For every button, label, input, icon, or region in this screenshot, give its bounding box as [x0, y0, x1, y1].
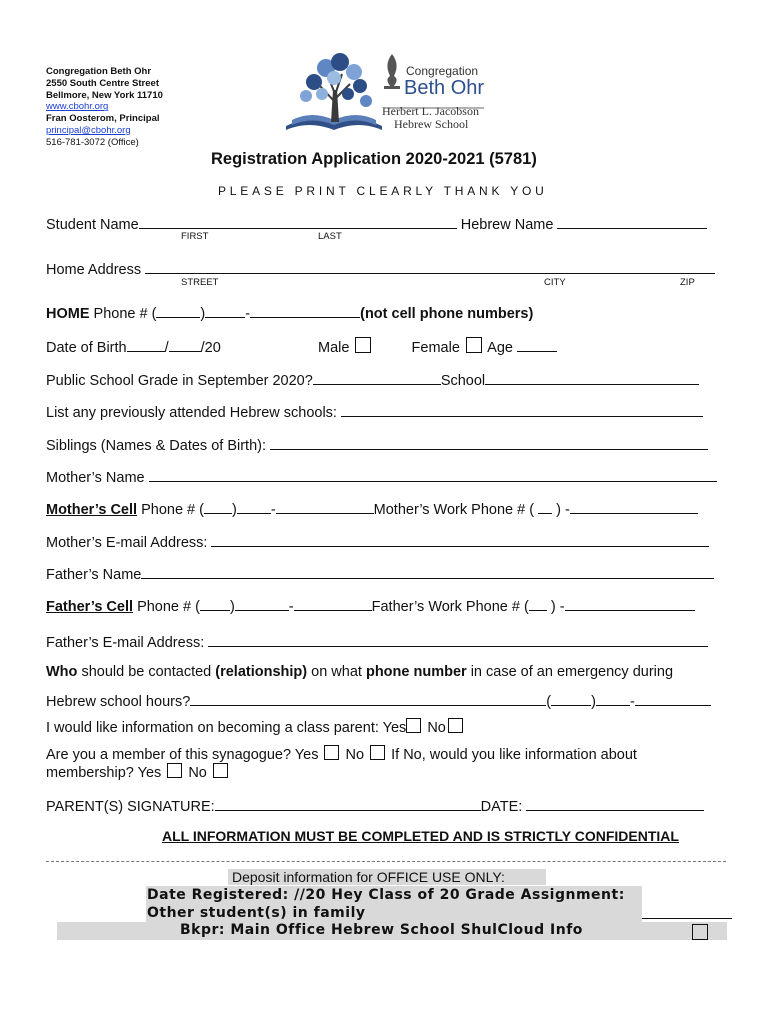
emergency-text-1: should be contacted — [81, 664, 212, 680]
membership-yes-label: membership? Yes — [46, 765, 162, 781]
mothers-cell-row: Mother’s Cell Phone # ( ) - Mother’s Work Phone # ( ) - — [46, 499, 698, 518]
home-address-input[interactable] — [145, 259, 715, 274]
dob-month-input[interactable] — [127, 337, 165, 352]
signature-row — [46, 796, 704, 815]
logo-congregation: Congregation — [406, 64, 479, 78]
prev-schools-row — [46, 402, 703, 421]
emergency-contact-input[interactable] — [190, 691, 546, 706]
class-parent-no-label: No — [427, 720, 446, 736]
office-line-3: Bkpr: Main Office Hebrew School ShulCloud Info — [180, 922, 583, 938]
home-area-code-input[interactable] — [156, 303, 200, 318]
member-question-label: Are you a member of this synagogue? Yes — [46, 747, 319, 763]
fathers-cell-row: Father’s Cell Phone # ( ) - Father’s Work Phone # ( ) - — [46, 596, 695, 615]
logo-hebrew-school: Hebrew School — [394, 117, 469, 131]
class-parent-yes-checkbox[interactable] — [406, 718, 421, 733]
prev-schools-input[interactable] — [341, 402, 703, 417]
member-yes-checkbox[interactable] — [324, 745, 339, 760]
mothers-cell-prefix-input[interactable] — [237, 499, 271, 514]
if-no-label: If No, would you like information about — [391, 747, 637, 763]
office-line-1: Date Registered: //20 Hey Class of 20 Grade Assignment: — [147, 887, 625, 903]
city-address: Bellmore, New York 11710 — [46, 89, 163, 101]
mothers-name-label: Mother’s Name — [46, 470, 145, 486]
mothers-cell-bold-label: Mother’s Cell — [46, 502, 138, 518]
dob-year-label: /20 — [200, 340, 221, 356]
age-input[interactable] — [517, 337, 557, 352]
female-label: Female — [411, 340, 460, 356]
fathers-name-label: Father’s Name — [46, 567, 142, 583]
hebrew-hours-label: Hebrew school hours? — [46, 694, 191, 710]
fathers-email-label: Father’s E-mail Address: — [46, 635, 205, 651]
siblings-label: Siblings (Names & Dates of Birth): — [46, 438, 266, 454]
female-checkbox[interactable] — [466, 337, 482, 353]
home-phone-row: HOME Phone # ( ) - (not cell phone numbers) — [46, 303, 533, 322]
grade-input[interactable] — [313, 370, 441, 385]
signature-input[interactable] — [215, 796, 481, 811]
emergency-who: Who — [46, 664, 78, 680]
office-line-2-input[interactable] — [642, 918, 732, 919]
grade-label: Public School Grade in September 2020? — [46, 373, 313, 389]
fathers-email-row — [46, 632, 708, 651]
dob-day-input[interactable] — [169, 337, 201, 352]
emergency-contact-row: Hebrew school hours? ( ) - — [46, 691, 711, 710]
hebrew-name-input[interactable] — [557, 214, 707, 229]
dob-row: Date of Birth / /20 — [46, 337, 221, 356]
street-address: 2550 South Centre Street — [46, 77, 159, 89]
fathers-cell-area-input[interactable] — [200, 596, 230, 611]
dob-label: Date of Birth — [46, 340, 127, 356]
siblings-input[interactable] — [270, 435, 708, 450]
zip-caption: ZIP — [680, 277, 695, 288]
mothers-name-input[interactable] — [149, 467, 717, 482]
print-clearly-note: PLEASE PRINT CLEARLY THANK YOU — [218, 184, 548, 198]
class-parent-no-checkbox[interactable] — [448, 718, 463, 733]
fathers-cell-prefix-input[interactable] — [235, 596, 289, 611]
city-caption: CITY — [544, 277, 566, 288]
school-logo — [284, 46, 494, 136]
fathers-cell-number-input[interactable] — [294, 596, 372, 611]
street-caption: STREET — [181, 277, 219, 288]
home-bold-label: HOME — [46, 306, 90, 322]
page-title: Registration Application 2020-2021 (5781) — [211, 150, 537, 168]
emergency-question — [46, 664, 673, 680]
fathers-email-input[interactable] — [208, 632, 708, 647]
age-label: Age — [487, 340, 513, 356]
mothers-work-label: Mother’s Work Phone # ( — [373, 502, 535, 518]
cut-line-divider — [46, 861, 726, 862]
date-input[interactable] — [526, 796, 704, 811]
date-label: DATE: — [480, 799, 523, 815]
emergency-area-input[interactable] — [551, 691, 591, 706]
emergency-prefix-input[interactable] — [596, 691, 630, 706]
student-name-row — [46, 214, 707, 233]
fathers-name-input[interactable] — [141, 564, 714, 579]
membership-no-label: No — [188, 765, 207, 781]
fathers-work-label: Father’s Work Phone # ( — [371, 599, 529, 615]
male-label: Male — [318, 340, 350, 356]
mothers-email-input[interactable] — [211, 532, 709, 547]
home-address-label: Home Address — [46, 262, 142, 278]
office-info-checkbox[interactable] — [692, 924, 708, 940]
student-name-input[interactable] — [139, 214, 457, 229]
confidential-note: ALL INFORMATION MUST BE COMPLETED AND IS STRICTLY CONFIDENTIAL — [162, 828, 679, 844]
mothers-cell-area-input[interactable] — [204, 499, 232, 514]
fathers-work-number-input[interactable] — [565, 596, 695, 611]
email-link[interactable]: principal@cbohr.org — [46, 124, 131, 136]
mothers-work-number-input[interactable] — [570, 499, 698, 514]
home-phone-label: Phone # ( — [93, 306, 157, 322]
male-checkbox[interactable] — [355, 337, 371, 353]
logo-beth-ohr: Beth Ohr — [404, 77, 485, 99]
member-row — [46, 745, 637, 763]
member-no-label: No — [345, 747, 365, 763]
siblings-row — [46, 435, 708, 454]
school-input[interactable] — [485, 370, 699, 385]
mothers-cell-phone-label: Phone # ( — [141, 502, 204, 518]
membership-info-yes-checkbox[interactable] — [167, 763, 182, 778]
membership-info-row — [46, 763, 230, 781]
home-address-row — [46, 259, 715, 278]
signature-label: PARENT(S) SIGNATURE: — [46, 799, 215, 815]
fathers-work-area-input[interactable] — [529, 596, 547, 611]
emergency-text-2: on what — [311, 664, 362, 680]
class-parent-row — [46, 718, 465, 736]
mothers-email-label: Mother’s E-mail Address: — [46, 535, 208, 551]
hebrew-name-label: Hebrew Name — [460, 217, 554, 233]
mothers-work-area-input[interactable] — [538, 499, 552, 514]
office-line-2: Other student(s) in family — [147, 905, 366, 921]
office-use-header: Deposit information for OFFICE USE ONLY: — [232, 869, 505, 885]
mothers-cell-number-input[interactable] — [276, 499, 374, 514]
student-name-label: Student Name — [46, 217, 139, 233]
fathers-cell-bold-label: Father’s Cell — [46, 599, 134, 615]
fathers-name-row — [46, 564, 714, 583]
last-caption: LAST — [318, 231, 342, 242]
org-name: Congregation Beth Ohr — [46, 66, 152, 77]
home-number-input[interactable] — [250, 303, 360, 318]
office-phone: 516-781-3072 (Office) — [46, 136, 139, 148]
first-caption: FIRST — [181, 231, 209, 242]
grade-row — [46, 370, 699, 389]
home-prefix-input[interactable] — [205, 303, 245, 318]
not-cell-note: (not cell phone numbers) — [360, 306, 534, 322]
school-label: School — [440, 373, 486, 389]
fathers-cell-phone-label: Phone # ( — [137, 599, 200, 615]
emergency-text-3: in case of an emergency during — [470, 664, 674, 680]
member-no-checkbox[interactable] — [370, 745, 385, 760]
emergency-number-input[interactable] — [635, 691, 711, 706]
class-parent-label: I would like information on becoming a class parent: Yes — [46, 720, 407, 736]
gender-row — [318, 337, 557, 356]
mothers-email-row — [46, 532, 709, 551]
membership-info-no-checkbox[interactable] — [213, 763, 228, 778]
school-address-block — [46, 66, 163, 149]
prev-schools-label: List any previously attended Hebrew schools: — [46, 405, 337, 421]
mothers-name-row — [46, 467, 717, 486]
principal-name: Fran Oosterom, Principal — [46, 113, 160, 125]
website-link[interactable]: www.cbohr.org — [46, 101, 109, 113]
logo-jacobson: Herbert L. Jacobson — [382, 104, 479, 118]
emergency-phone-number: phone number — [365, 664, 467, 680]
emergency-relationship: (relationship) — [215, 664, 308, 680]
